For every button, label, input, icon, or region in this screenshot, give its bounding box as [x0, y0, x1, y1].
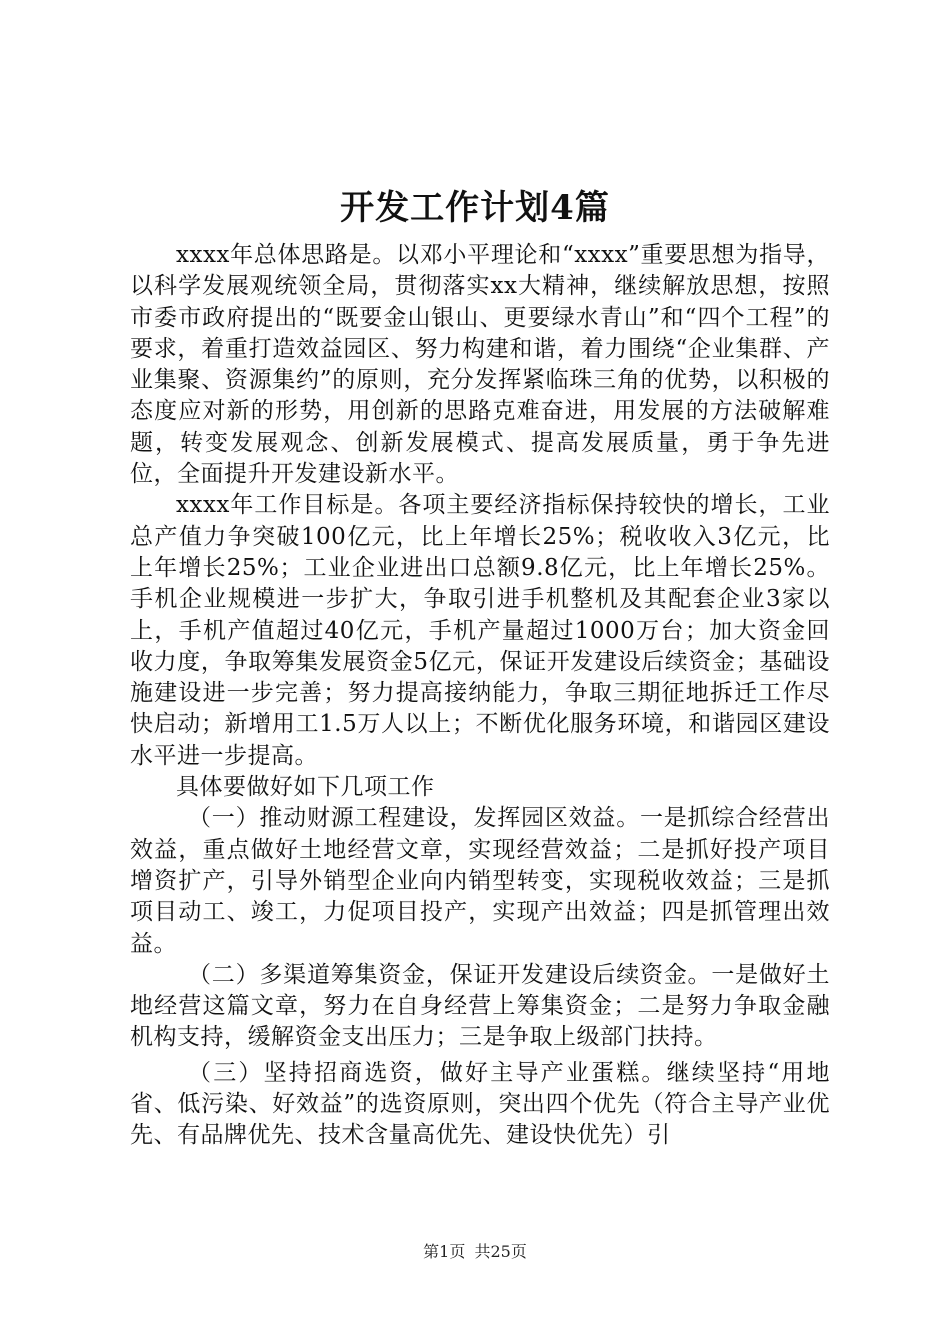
document-body: [130, 240, 830, 1152]
paragraph-tasks-intro: 具体要做好如下几项工作: [176, 774, 435, 801]
paragraph-overall-approach: xxxx年总体思路是。以邓小平理论和“xxxx”重要思想为指导，以科学发展观统领全局，贯彻落实xx大精神，继续解放思想，按照市委市政府提出的“既要金山银山、更要绿水青山”和“四个工程”的要求，着重打造效益园区、努力构建和谐，着力围绕“企业集群、产业集聚、资源集约”的原则，充分发挥紧临珠三角的优势，以积极的态度应对新的形势，用创新的思路克难奋进，用发展的方法破解难题，转变发展观念、创新发展模式、提高发展质量，勇于争先进位，全面提升开发建设新水平。: [130, 242, 830, 488]
paragraph-item-1: （一）推动财源工程建设，发挥园区效益。一是抓综合经营出效益，重点做好土地经营文章，实现经营效益；二是抓好投产项目增资扩产，引导外销型企业向内销型转变，实现税收效益；三是抓项目动工、竣工，力促项目投产，实现产出效益；四是抓管理出效益。: [130, 805, 830, 957]
paragraph-item-3: （三）坚持招商选资，做好主导产业蛋糕。继续坚持“用地省、低污染、好效益”的选资原则，突出四个优先（符合主导产业优先、有品牌优先、技术含量高优先、建设快优先）引: [130, 1059, 830, 1149]
paragraph-work-goals: xxxx年工作目标是。各项主要经济指标保持较快的增长，工业总产值力争突破100亿元，比上年增长25%；税收收入3亿元，比上年增长25%；工业企业进出口总额9.8亿元，比上年增长25%。手机企业规模进一步扩大，争取引进手机整机及其配套企业3家以上，手机产值超过40亿元，手机产量超过1000万台；加大资金回收力度，争取筹集发展资金5亿元，保证开发建设后续资金；基础设施建设进一步完善；努力提高接纳能力，争取三期征地拆迁工作尽快启动；新增用工1.5万人以上；不断优化服务环境，和谐园区建设水平进一步提高。: [130, 492, 830, 769]
paragraph-item-2: （二）多渠道筹集资金，保证开发建设后续资金。一是做好土地经营这篇文章，努力在自身经营上筹集资金；二是努力争取金融机构支持，缓解资金支出压力；三是争取上级部门扶持。: [130, 961, 830, 1051]
page-total: 共25页: [474, 1242, 527, 1261]
page-number: 第1页: [423, 1242, 466, 1261]
document-title: 开发工作计划4篇: [340, 188, 610, 228]
page-footer: [0, 1242, 950, 1262]
